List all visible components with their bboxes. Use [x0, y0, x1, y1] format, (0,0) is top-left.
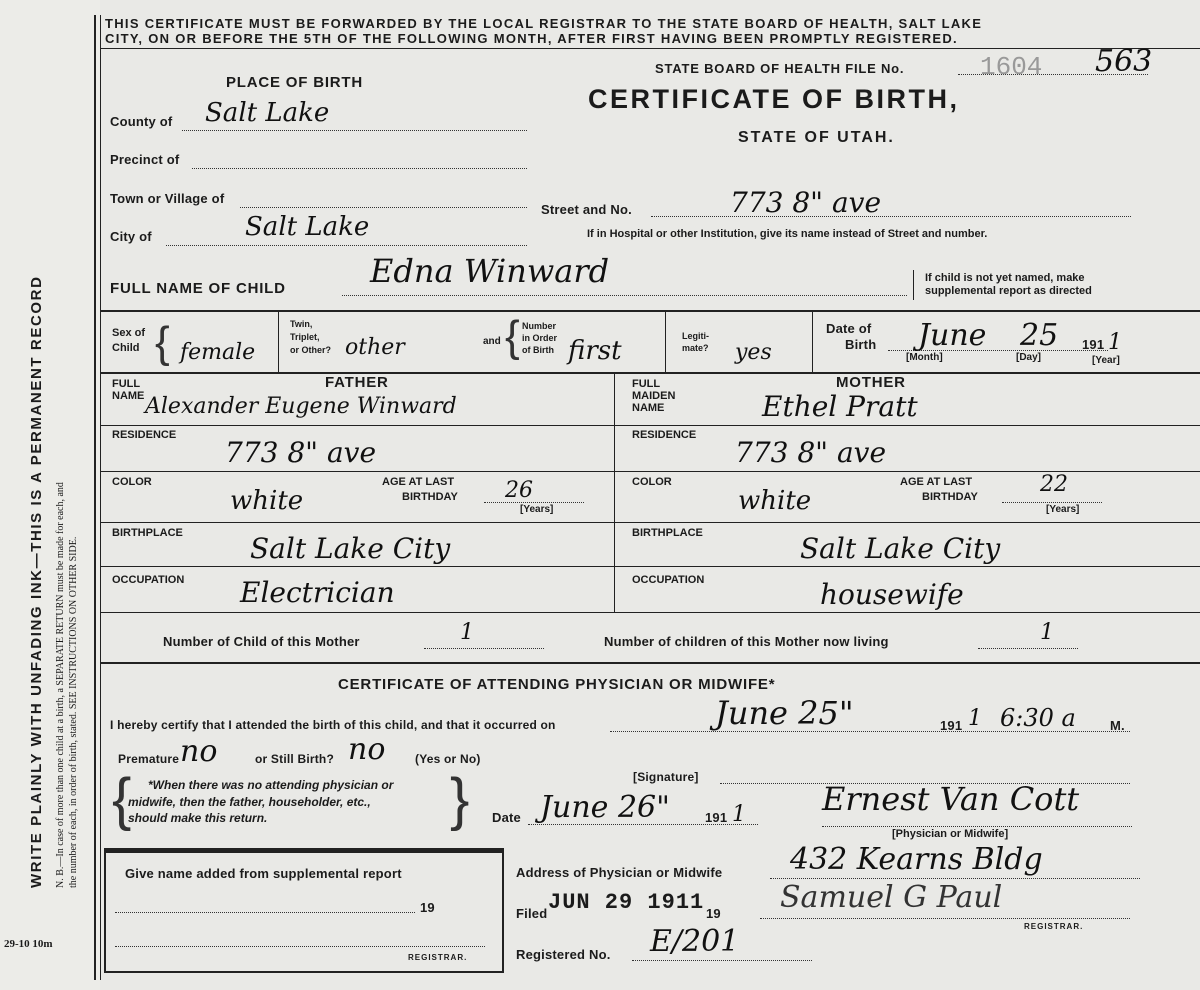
street-label: Street and No. — [541, 202, 632, 217]
birth-day: 25 — [1020, 318, 1059, 353]
town-line — [240, 207, 527, 208]
father-age-label-2: BIRTHDAY — [402, 491, 458, 503]
father-color-value: white — [230, 486, 304, 516]
order-divider — [665, 312, 666, 372]
order-label-1: Number — [522, 321, 557, 331]
m-label: M. — [1110, 718, 1125, 733]
yes-no-label: (Yes or No) — [415, 752, 481, 766]
mother-occupation-label: OCCUPATION — [632, 574, 705, 586]
living-value: 1 — [1040, 620, 1054, 645]
mother-birthplace-value: Salt Lake City — [800, 532, 1001, 565]
precinct-line — [192, 168, 527, 169]
legit-divider — [812, 312, 813, 372]
occurred-date: June 25" — [715, 694, 854, 732]
mother-residence-label: RESIDENCE — [632, 429, 697, 441]
stillbirth-value: no — [348, 732, 386, 767]
mother-occupation-value: housewife — [820, 578, 964, 611]
registrar-label: REGISTRAR. — [1024, 922, 1084, 931]
hospital-note: If in Hospital or other Institution, give its name instead of Street and number. — [587, 228, 988, 240]
sex-value: female — [180, 340, 256, 365]
file-label: STATE BOARD OF HEALTH FILE No. — [655, 61, 905, 76]
mother-birthplace-label: BIRTHPLACE — [632, 527, 703, 539]
margin-note-2: the number of each, in order of birth, stated. SEE INSTRUCTIONS ON OTHER SIDE. — [68, 536, 79, 888]
registrar-line — [760, 918, 1130, 919]
counts-rule — [100, 662, 1200, 664]
father-full-label-1: FULL — [112, 378, 141, 390]
twin-label-3: or Other? — [290, 345, 332, 355]
signature-label: [Signature] — [633, 770, 699, 784]
legit-label-1: Legiti- — [682, 331, 709, 341]
parent-rule-4 — [100, 566, 1200, 567]
father-birthplace-value: Salt Lake City — [250, 532, 451, 565]
filed-year: 19 — [706, 906, 721, 921]
child-name-line — [342, 295, 907, 296]
father-full-label-2: NAME — [112, 390, 145, 402]
sex-divider — [278, 312, 279, 372]
mother-heading: MOTHER — [836, 374, 906, 391]
margin-note-1: N. B.—In case of more than one child at a birth, a SEPARATE RETURN must be made for each, and — [55, 482, 66, 888]
father-age-line — [484, 502, 584, 503]
notice-line-2: CITY, ON OR BEFORE THE 5TH OF THE FOLLOWING MONTH, AFTER FIRST HAVING BEEN PROMPTLY REGISTERED. — [105, 31, 958, 46]
town-label: Town or Village of — [110, 191, 225, 206]
physician-heading: CERTIFICATE OF ATTENDING PHYSICIAN OR MIDWIFE* — [338, 676, 776, 693]
note-divider — [913, 270, 914, 300]
living-label: Number of children of this Mother now living — [604, 634, 889, 649]
father-name-value: Alexander Eugene Winward — [145, 394, 457, 419]
parent-rule-3 — [100, 522, 1200, 523]
precinct-label: Precinct of — [110, 152, 180, 167]
mother-full-label-2: MAIDEN — [632, 390, 676, 402]
child-row-bottom-rule — [100, 372, 1200, 374]
frame-left — [94, 15, 96, 980]
mother-age-label-2: BIRTHDAY — [922, 491, 978, 503]
sex-label-1: Sex of — [112, 327, 146, 339]
father-occupation-value: Electrician — [240, 576, 395, 609]
sex-label-2: Child — [112, 342, 140, 354]
twin-value: other — [345, 335, 405, 360]
child-number-line — [424, 648, 544, 649]
form-code: 29-10 10m — [4, 938, 53, 950]
note-line-2: midwife, then the father, householder, etc., — [128, 795, 371, 809]
birth-year-hand: 1 — [1108, 330, 1122, 355]
premature-label: Premature — [118, 752, 180, 766]
date-label-1: Date of — [826, 321, 872, 336]
mother-age-label-1: AGE AT LAST — [900, 476, 973, 488]
address-label: Address of Physician or Midwife — [516, 865, 723, 880]
year-bracket: [Year] — [1092, 355, 1120, 366]
day-bracket: [Day] — [1016, 352, 1042, 363]
city-value: Salt Lake — [245, 212, 370, 242]
place-heading: PLACE OF BIRTH — [226, 74, 364, 91]
mother-full-label-1: FULL — [632, 378, 661, 390]
supplemental-registrar-label: REGISTRAR. — [408, 953, 468, 962]
frame-left-inner — [100, 15, 101, 980]
certificate-title: CERTIFICATE OF BIRTH, — [588, 84, 960, 114]
supplemental-registrar-line — [115, 946, 485, 947]
parents-divider — [614, 372, 615, 612]
parent-rule-2 — [100, 471, 1200, 472]
note-line-1: *When there was no attending physician or — [148, 778, 394, 792]
legit-value: yes — [735, 340, 772, 365]
father-occupation-label: OCCUPATION — [112, 574, 185, 586]
county-label: County of — [110, 114, 173, 129]
county-value: Salt Lake — [205, 98, 330, 128]
stillbirth-label: or Still Birth? — [255, 752, 334, 766]
father-age-label-1: AGE AT LAST — [382, 476, 455, 488]
sex-brace: { — [155, 318, 170, 367]
certificate-subtitle: STATE OF UTAH. — [738, 129, 895, 146]
file-printed-number: 1604 — [980, 52, 1043, 82]
address-value: 432 Kearns Bldg — [790, 842, 1043, 877]
note-line-3: should make this return. — [128, 811, 268, 825]
date-value: June 26" — [540, 790, 670, 825]
twin-label-1: Twin, — [290, 319, 313, 329]
city-line — [166, 245, 527, 246]
legit-label-2: mate? — [682, 343, 709, 353]
physician-bracket: [Physician or Midwife] — [892, 828, 1009, 840]
birth-month: June — [918, 318, 987, 353]
registered-label: Registered No. — [516, 947, 611, 962]
mother-age-line — [1002, 502, 1102, 503]
child-name-value: Edna Winward — [370, 252, 610, 290]
twin-label-2: Triplet, — [290, 332, 320, 342]
registered-value: E/201 — [650, 924, 740, 959]
child-number-label: Number of Child of this Mother — [163, 634, 360, 649]
child-name-label: FULL NAME OF CHILD — [110, 280, 286, 297]
father-age-value: 26 — [505, 478, 533, 503]
registrar-signature: Samuel G Paul — [780, 880, 1003, 915]
city-label: City of — [110, 229, 152, 244]
father-heading: FATHER — [325, 374, 389, 391]
mother-full-label-3: NAME — [632, 402, 665, 414]
note-brace-right: } — [450, 767, 470, 832]
date-year-hand: 1 — [732, 802, 746, 827]
mother-color-label: COLOR — [632, 476, 672, 488]
signature-value: Ernest Van Cott — [822, 780, 1080, 818]
father-residence-value: 773 8" ave — [225, 436, 377, 469]
header-rule — [100, 48, 1200, 49]
and-label: and — [483, 336, 501, 347]
order-label-3: of Birth — [522, 345, 554, 355]
mother-residence-value: 773 8" ave — [735, 436, 887, 469]
order-label-2: in Order — [522, 333, 558, 343]
filed-label: Filed — [516, 906, 548, 921]
physician-line — [822, 826, 1132, 827]
child-row-top-rule — [100, 310, 1200, 312]
date-label-2: Birth — [845, 337, 877, 352]
certify-text: I hereby certify that I attended the birth of this child, and that it occurred on — [110, 718, 556, 732]
note-brace-left: { — [112, 767, 132, 832]
order-value: first — [568, 336, 622, 366]
occurred-time: 6:30 a — [1000, 704, 1076, 732]
birth-year-printed: 191 — [1082, 337, 1105, 352]
filed-stamp: JUN 29 1911 — [548, 890, 705, 915]
parent-rule-5 — [100, 612, 1200, 613]
date-label: Date — [492, 810, 521, 825]
mother-color-value: white — [738, 486, 812, 516]
month-bracket: [Month] — [906, 352, 943, 363]
supplemental-line — [115, 912, 415, 913]
mother-age-value: 22 — [1040, 472, 1068, 497]
county-line — [182, 130, 527, 131]
father-residence-label: RESIDENCE — [112, 429, 177, 441]
parent-rule-1 — [100, 425, 1200, 426]
living-line — [978, 648, 1078, 649]
supplemental-heading: Give name added from supplemental report — [125, 866, 402, 881]
mother-name-value: Ethel Pratt — [762, 390, 918, 423]
not-named-note-1: If child is not yet named, make — [925, 272, 1085, 284]
mother-years-bracket: [Years] — [1046, 504, 1080, 515]
margin-main-text: WRITE PLAINLY WITH UNFADING INK—THIS IS A PERMANENT RECORD — [28, 275, 45, 888]
street-value: 773 8" ave — [730, 186, 882, 219]
date-year-printed: 191 — [705, 810, 728, 825]
father-birthplace-label: BIRTHPLACE — [112, 527, 183, 539]
notice-line-1: THIS CERTIFICATE MUST BE FORWARDED BY THE LOCAL REGISTRAR TO THE STATE BOARD OF HEALTH, SALT LAKE — [105, 16, 983, 31]
file-handwritten-number: 563 — [1095, 44, 1153, 79]
left-margin — [0, 0, 100, 990]
supplemental-year: 19 — [420, 900, 435, 915]
street-line — [651, 216, 1131, 217]
order-brace: { — [505, 312, 520, 361]
father-color-label: COLOR — [112, 476, 152, 488]
not-named-note-2: supplemental report as directed — [925, 285, 1092, 297]
registered-line — [632, 960, 812, 961]
occurred-year-printed: 191 — [940, 718, 963, 733]
premature-value: no — [180, 734, 218, 769]
father-years-bracket: [Years] — [520, 504, 554, 515]
address-line — [770, 878, 1140, 879]
occurred-year-hand: 1 — [968, 706, 982, 731]
child-number-value: 1 — [460, 620, 474, 645]
